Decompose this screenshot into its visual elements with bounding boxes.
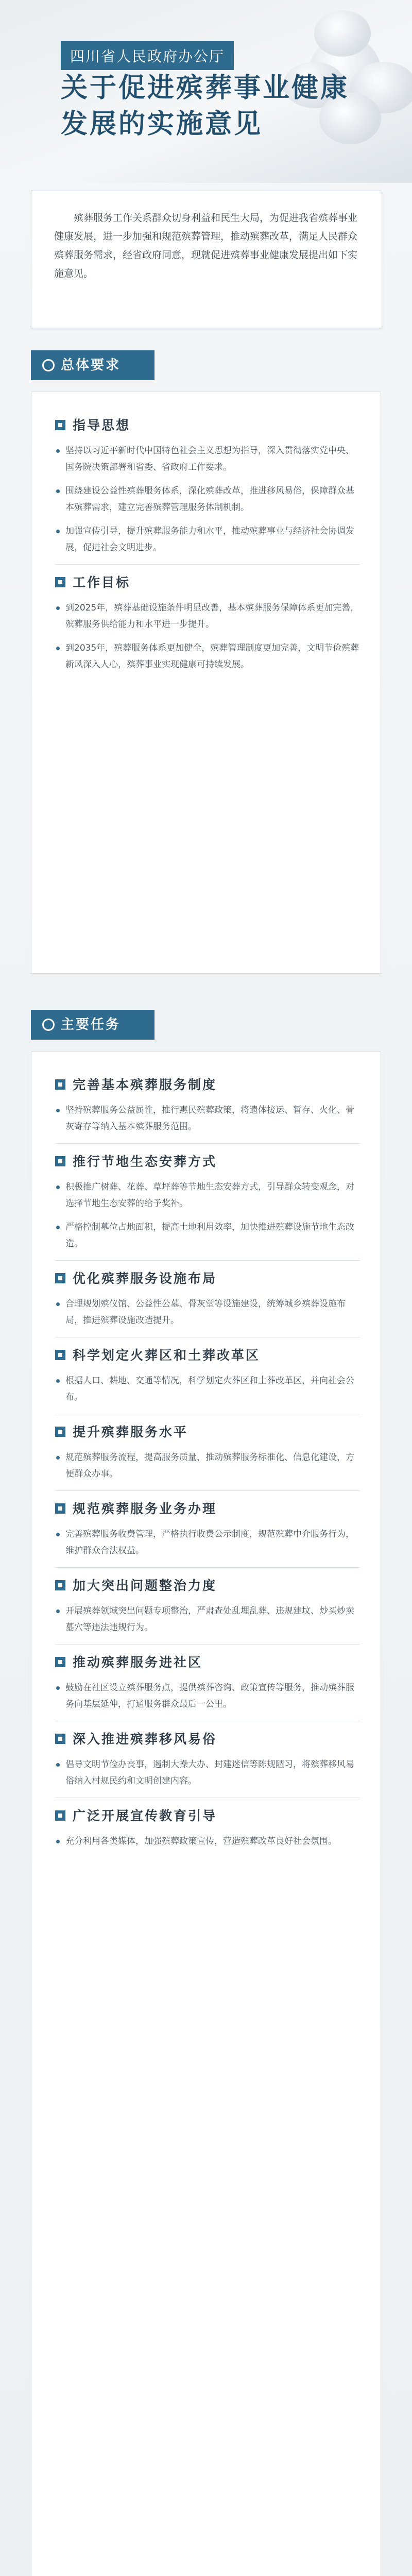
paragraph: 合理规划殡仪馆、公益性公墓、骨灰堂等设施建设，统筹城乡殡葬设施布局，推进殡葬设施改造提升。 <box>55 1296 360 1329</box>
card-heading: 加大突出问题整治力度 <box>55 1577 360 1595</box>
divider <box>55 1143 360 1144</box>
title-line-2: 发展的实施意见 <box>61 109 263 140</box>
heading-marker-icon <box>55 1657 65 1667</box>
divider <box>55 564 360 565</box>
paragraph: 开展殡葬领域突出问题专项整治，严肃查处乱埋乱葬、违规建坟、炒买炒卖墓穴等违法违规行为。 <box>55 1603 360 1636</box>
divider <box>55 1260 360 1261</box>
section-title-general: 总体要求 <box>31 350 154 380</box>
section-card-general <box>31 392 381 974</box>
card-heading: 推行节地生态安葬方式 <box>55 1153 360 1171</box>
intro-text: 殡葬服务工作关系群众切身利益和民生大局，为促进我省殡葬事业健康发展，进一步加强和规范殡葬管理，推动殡葬改革，满足人民群众殡葬服务需求，经省政府同意，现就促进殡葬事业健康发展提出如下实施意见。 <box>54 212 358 279</box>
page-title <box>61 70 349 142</box>
heading-marker-icon <box>55 1734 65 1744</box>
card-heading: 提升殡葬服务水平 <box>55 1423 360 1441</box>
card-heading: 规范殡葬服务业务办理 <box>55 1500 360 1518</box>
heading-marker-icon <box>55 1503 65 1514</box>
paragraph: 积极推广树葬、花葬、草坪葬等节地生态安葬方式，引导群众转变观念，对选择节地生态安葬的给予奖补。 <box>55 1179 360 1212</box>
paragraph: 规范殡葬服务流程，提高服务质量，推动殡葬服务标准化、信息化建设，方便群众办事。 <box>55 1449 360 1482</box>
card-heading: 推动殡葬服务进社区 <box>55 1654 360 1671</box>
paragraph: 到2035年，殡葬服务体系更加健全，殡葬管理制度更加完善，文明节俭殡葬新风深入人心，殡葬事业实现健康可持续发展。 <box>55 640 360 673</box>
paragraph: 加强宣传引导，提升殡葬服务能力和水平，推动殡葬事业与经济社会协调发展，促进社会文明进步。 <box>55 523 360 556</box>
card-heading: 广泛开展宣传教育引导 <box>55 1807 360 1825</box>
paragraph: 倡导文明节俭办丧事，遏制大操大办、封建迷信等陈规陋习，将殡葬移风易俗纳入村规民约和文明创建内容。 <box>55 1756 360 1789</box>
paragraph: 坚持以习近平新时代中国特色社会主义思想为指导，深入贯彻落实党中央、国务院决策部署和省委、省政府工作要求。 <box>55 443 360 476</box>
paragraph: 围绕建设公益性殡葬服务体系，深化殡葬改革，推进移风易俗，保障群众基本殡葬需求，建立完善殡葬管理服务体制机制。 <box>55 483 360 516</box>
card-heading: 深入推进殡葬移风易俗 <box>55 1731 360 1748</box>
card-heading: 指导思想 <box>55 417 360 434</box>
card-heading: 工作目标 <box>55 574 360 591</box>
paragraph: 到2025年，殡葬基础设施条件明显改善，基本殡葬服务保障体系更加完善，殡葬服务供给能力和水平进一步提升。 <box>55 600 360 633</box>
paragraph: 严格控制墓位占地面积，提高土地利用效率，加快推进殡葬设施节地生态改造。 <box>55 1219 360 1252</box>
agency-badge: 四川省人民政府办公厅 <box>61 41 234 70</box>
title-line-1: 关于促进殡葬事业健康 <box>61 73 350 104</box>
section-card-tasks <box>31 1051 381 2576</box>
paragraph: 充分利用各类媒体，加强殡葬政策宣传，营造殡葬改革良好社会氛围。 <box>55 1833 360 1850</box>
heading-marker-icon <box>55 1580 65 1590</box>
heading-marker-icon <box>55 1350 65 1360</box>
heading-marker-icon <box>55 1273 65 1283</box>
heading-marker-icon <box>55 420 65 430</box>
heading-marker-icon <box>55 1427 65 1437</box>
heading-marker-icon <box>55 577 65 587</box>
divider <box>55 1567 360 1568</box>
divider <box>55 1644 360 1645</box>
card-heading: 优化殡葬服务设施布局 <box>55 1270 360 1287</box>
paragraph: 坚持殡葬服务公益属性，推行惠民殡葬政策，将遗体接运、暂存、火化、骨灰寄存等纳入基本殡葬服务范围。 <box>55 1102 360 1135</box>
paragraph: 鼓励在社区设立殡葬服务点，提供殡葬咨询、政策宣传等服务，推动殡葬服务向基层延伸，打通服务群众最后一公里。 <box>55 1680 360 1713</box>
card-heading: 科学划定火葬区和土葬改革区 <box>55 1347 360 1364</box>
divider <box>55 1490 360 1491</box>
heading-marker-icon <box>55 1079 65 1090</box>
card-heading: 完善基本殡葬服务制度 <box>55 1076 360 1094</box>
heading-marker-icon <box>55 1810 65 1821</box>
section-title-tasks: 主要任务 <box>31 1010 154 1040</box>
intro-card <box>31 191 382 328</box>
paragraph: 根据人口、耕地、交通等情况，科学划定火葬区和土葬改革区，并向社会公布。 <box>55 1372 360 1405</box>
heading-marker-icon <box>55 1156 65 1166</box>
header-banner <box>0 0 412 183</box>
paragraph: 完善殡葬服务收费管理，严格执行收费公示制度，规范殡葬中介服务行为，维护群众合法权益。 <box>55 1526 360 1559</box>
